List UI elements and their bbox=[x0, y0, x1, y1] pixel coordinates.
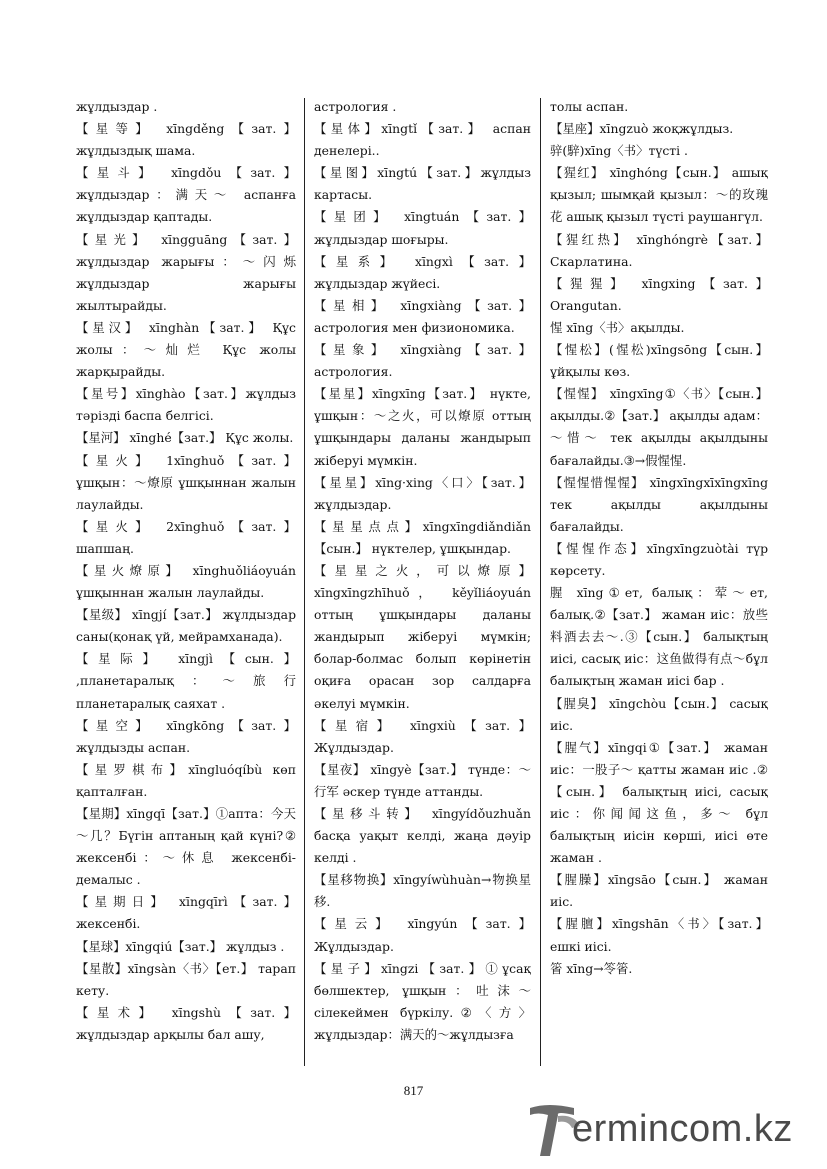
dictionary-entry: 【星汉】 xīnghàn【зат.】 Құс жолы：～灿烂 Құс жолы жарқырайды. bbox=[76, 319, 296, 380]
dictionary-entry: 【星宿】 xīngxiù【зат.】 Жұлдыздар. bbox=[314, 717, 531, 755]
dictionary-entry: 【星火燎原】 xīnghuǒliáoyuán ұшқыннан жалын лаулайды. bbox=[76, 562, 296, 601]
dictionary-entry: 【星相】 xīngxiàng【зат.】 астрология мен физиономика. bbox=[314, 297, 531, 335]
dictionary-entry: 【星子】xīngzi【зат.】①ұсақ бөлшектер, ұшқын：吐沫～ сілекеймен бүркілу.②〈方〉 жұлдыздар：满天的～жұлдызға bbox=[314, 960, 531, 1042]
dictionary-entry: 【星等】 xīngděng【зат.】 жұлдыздық шама. bbox=[76, 121, 296, 159]
dictionary-entry: 【星系】 xīngxì【зат.】 жұлдыздар жүйесі. bbox=[314, 253, 531, 291]
dictionary-entry: 箵 xīng→笭箵. bbox=[550, 960, 633, 976]
logo-text: ermincom.kz bbox=[572, 1108, 793, 1150]
dictionary-entry: 【猩猩】 xīngxing【зат.】 Orangutan. bbox=[550, 275, 768, 313]
dictionary-entry: 【星斗】 xīngdǒu【зат.】 жұлдыздар：满天～ аспанға жұлдыздар қаптады. bbox=[76, 165, 296, 225]
dictionary-entry: 【星星之火，可以燎原】 xīngxīngzhīhuǒ， kěyǐliáoyuán оттың ұшқындары даланы жандырып жіберуі мүмкін; болар-болмас болып көрінетін оқиға орасан зор салдарға әкелуі мүмкін. bbox=[314, 562, 531, 711]
dictionary-entry: 【星级】 xīngjí【зат.】 жұлдыздар саны(қонақ үй, мейрамханада). bbox=[76, 607, 296, 645]
dictionary-entry: 【星河】 xīnghé【зат.】 Құс жолы. bbox=[76, 430, 294, 446]
dictionary-entry: 【腥臊】xīngsāo【сын.】 жаман иіс. bbox=[550, 872, 768, 910]
dictionary-entry: 【惺惺惜惺惺】 xīngxīngxīxīngxīng тек ақылды ақылдыны бағалайды. bbox=[550, 474, 768, 534]
dictionary-entry: 【星火】 2xīnghuǒ【зат.】 шапшаң. bbox=[76, 518, 296, 556]
dictionary-entry: 【星移物换】xīngyíwùhuàn→物换星移. bbox=[314, 872, 531, 910]
dictionary-entry: 【星图】xīngtú【зат.】жұлдыз картасы. bbox=[314, 165, 531, 203]
dictionary-entry: толы аспан. bbox=[550, 99, 629, 114]
dictionary-entry: 惺 xīng〈书〉ақылды. bbox=[550, 319, 685, 335]
dictionary-entry: 【惺惺】 xīngxīng①〈书〉【сын.】 ақылды.②【зат.】 ақылды адам：～惜～ тек ақылды ақылдыны бағалайды.③→假惺惺. bbox=[550, 386, 768, 468]
dictionary-entry: 【星座】xīngzuò жоқжұлдыз. bbox=[550, 121, 734, 137]
column-divider bbox=[540, 98, 541, 1066]
dictionary-entry: 【星期日】 xīngqīrì【зат.】 жексенбі. bbox=[76, 894, 296, 932]
page-number: 817 bbox=[403, 1083, 424, 1098]
dictionary-entry: астрология . bbox=[314, 99, 397, 114]
dictionary-entry: 【惺惺作态】xīngxīngzuòtài түр көрсету. bbox=[550, 540, 768, 578]
dictionary-entry: 【猩红热】 xīnghóngrè【зат.】 Скарлатина. bbox=[550, 231, 768, 269]
dictionary-entry: 【星空】 xīngkōng【зат.】 жұлдызды аспан. bbox=[76, 717, 296, 755]
dictionary-entry: 【星期】xīngqī【зат.】①апта：今天～几？Бүгін аптаның қай күні?② жексенбі：～休息 жексенбі-демалыс . bbox=[76, 806, 296, 888]
dictionary-entry: 【星号】xīnghào【зат.】жұлдыз тәрізді баспа белгісі. bbox=[76, 386, 296, 424]
dictionary-entry: 【腥气】xīngqi①【зат.】 жаман иіс：一股子～ қатты жаман иіс .②【сын.】 балықтың иісі, сасық иіс：你闻闻这鱼，多～ бұл балықтың иісін көрші, иісі өте жаман . bbox=[550, 739, 768, 866]
dictionary-entry: 【星团】 xīngtuán【зат.】 жұлдыздар шоғыры. bbox=[314, 209, 531, 247]
dictionary-entry: 【星星点点】xīngxīngdiǎndiǎn【сын.】 нүктелер, ұшқындар. bbox=[314, 518, 531, 556]
dictionary-entry: 【星球】xīngqiú【зат.】 жұлдыз . bbox=[76, 938, 285, 954]
column-3 bbox=[550, 96, 768, 980]
dictionary-entry: 【猩红】 xīnghóng【сын.】 ашық қызыл; шымқай қызыл：～的玫瑰花 ашық қызыл түсті раушангүл. bbox=[550, 165, 768, 225]
dictionary-entry: 【星星】xīngxīng【зат.】 нүкте, ұшқын：～之火，可以燎原 оттың ұшқындары даланы жандырып жіберуі мүмкін. bbox=[314, 386, 531, 468]
dictionary-entry: 【腥臭】 xīngchòu【сын.】 сасық иіс. bbox=[550, 695, 768, 733]
dictionary-entry: 【星火】 1xīnghuǒ【зат.】 ұшқын：～燎原 ұшқыннан жалын лаулайды. bbox=[76, 452, 296, 512]
dictionary-entry: 【星体】xīngtǐ【зат.】 аспан денелері.. bbox=[314, 121, 531, 159]
dictionary-entry: 骍(騂)xīng〈书〉түсті . bbox=[550, 143, 688, 159]
dictionary-entry: 腥 xīng①ет, балық：荤～ет, балық.②【зат.】 жаман иіс：放些料酒去去～.③【сын.】 балықтың иісі, сасық иіс：这鱼做得有点～бұл балықтың жаман иісі бар . bbox=[550, 585, 768, 689]
column-divider bbox=[304, 98, 305, 1066]
dictionary-entry: 【星术】 xīngshù【зат.】 жұлдыздар арқылы бал ашу, bbox=[76, 1004, 296, 1042]
termincom-logo[interactable] bbox=[528, 1100, 818, 1160]
dictionary-entry: 【星星】xīng·xing〈口〉【зат.】 жұлдыздар. bbox=[314, 474, 531, 512]
dictionary-entry: 【星际】 xīngjì【сын.】 ,планетаралық：～旅行 планетаралық саяхат . bbox=[76, 651, 296, 711]
dictionary-entry: 【星移斗转】 xīngyídǒuzhuǎn басқа уақыт келді, жаңа дәуір келді . bbox=[314, 806, 531, 866]
dictionary-entry: 【星云】 xīngyún【зат.】 Жұлдыздар. bbox=[314, 916, 531, 954]
dictionary-entry: 【星光】 xīngguāng【зат.】 жұлдыздар жарығы：～闪烁 жұлдыздар жарығы жылтырайды. bbox=[76, 231, 296, 313]
column-2 bbox=[314, 96, 531, 1046]
dictionary-entry: 【星象】 xīngxiàng【зат.】 астрология. bbox=[314, 342, 531, 380]
column-1 bbox=[76, 96, 296, 1046]
dictionary-entry: 【星罗棋布】xīngluóqíbù көп қапталған. bbox=[76, 761, 296, 799]
dictionary-entry: 【星散】xīngsàn〈书〉【ет.】 тарап кету. bbox=[76, 960, 296, 998]
dictionary-entry: 【惺松】(惺松)xīngsōng【сын.】 ұйқылы көз. bbox=[550, 342, 768, 380]
dictionary-entry: 【腥膻】xīngshān〈书〉【зат.】 ешкі иісі. bbox=[550, 916, 768, 954]
dictionary-entry: жұлдыздар . bbox=[76, 99, 158, 114]
dictionary-entry: 【星夜】 xīngyè【зат.】 түнде：～行军 әскер түнде аттанды. bbox=[314, 761, 531, 799]
